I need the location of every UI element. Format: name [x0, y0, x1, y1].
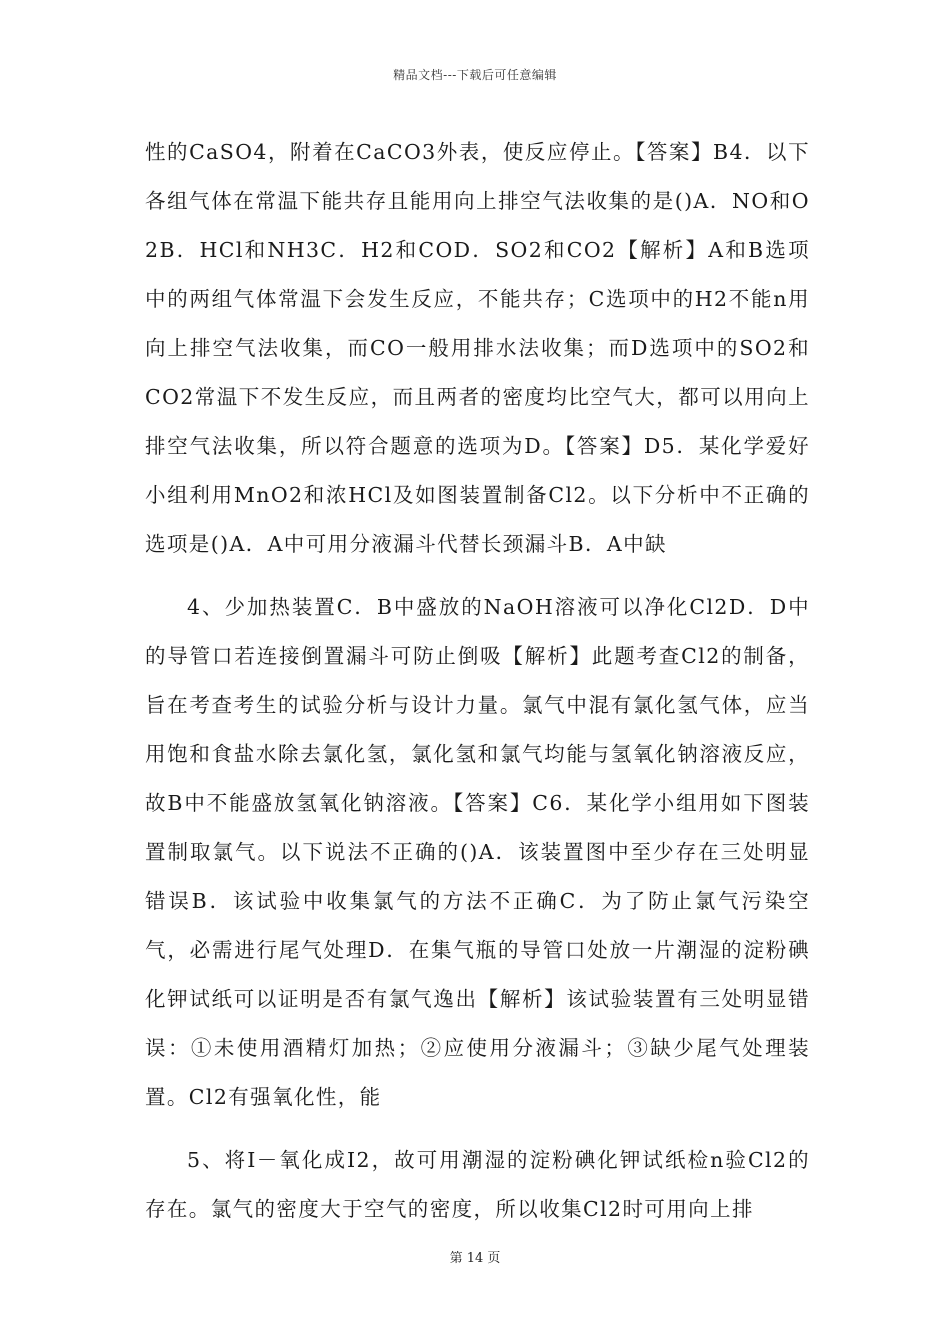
- page-header: 精品文档---下载后可任意编辑: [393, 68, 557, 82]
- paragraph-3: 5、将I－氧化成I2，故可用潮湿的淀粉碘化钾试纸检n验Cl2的存在。氯气的密度大于空气的密度，所以收集Cl2时可用向上排: [145, 1148, 810, 1221]
- page-number: 第 14 页: [449, 1251, 501, 1266]
- paragraph-2: 4、少加热装置C．B中盛放的NaOH溶液可以净化Cl2D．D中的导管口若连接倒置漏斗可防止倒吸【解析】此题考查Cl2的制备，旨在考查考生的试验分析与设计力量。氯气中混有氯化氢气体，应当用饱和食盐水除去氯化氢，氯化氢和氯气均能与氢氧化钠溶液反应，故B中不能盛放氢氧化钠溶液。【答案】C6．某化学小组用如下图装置制取氯气。以下说法不正确的()A．该装置图中至少存在三处明显错误B．该试验中收集氯气的方法不正确C．为了防止氯气污染空气，必需进行尾气处理D．在集气瓶的导管口处放一片潮湿的淀粉碘化钾试纸可以证明是否有氯气逸出【解析】该试验装置有三处明显错误：①未使用酒精灯加热；②应使用分液漏斗；③缺少尾气处理装置。Cl2有强氧化性，能: [145, 595, 810, 1109]
- paragraph-1: 性的CaSO4，附着在CaCO3外表，使反应停止。【答案】B4．以下各组气体在常温下能共存且能用向上排空气法收集的是()A．NO和O2B．HCl和NH3C．H2和COD．SO2和CO2【解析】A和B选项中的两组气体常温下会发生反应，不能共存；C选项中的H2不能n用向上排空气法收集，而CO一般用排水法收集；而D选项中的SO2和CO2常温下不发生反应，而且两者的密度均比空气大，都可以用向上排空气法收集，所以符合题意的选项为D。【答案】D5．某化学爱好小组利用MnO2和浓HCl及如图装置制备Cl2。以下分析中不正确的选项是()A．A中可用分液漏斗代替长颈漏斗B．A中缺: [145, 140, 811, 556]
- document-body: [145, 128, 810, 1234]
